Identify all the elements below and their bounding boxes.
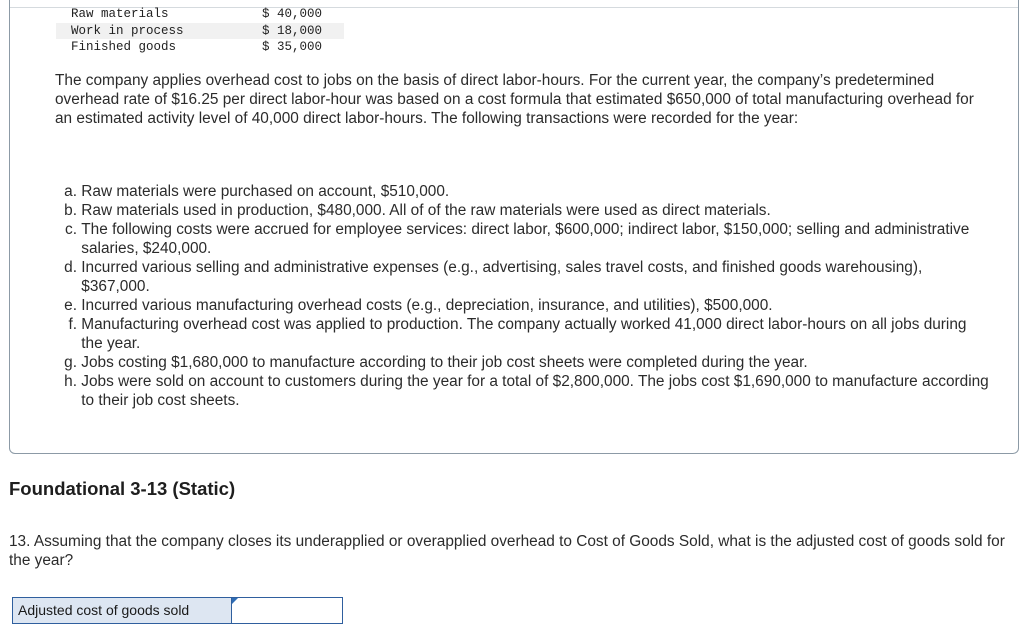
list-item [59, 201, 989, 220]
list-item [59, 353, 989, 372]
item-marker: a. [64, 183, 77, 200]
table-row [56, 6, 344, 23]
answer-row [12, 597, 343, 624]
intro-paragraph: The company applies overhead cost to jobs on the basis of direct labor-hours. For the current year, the company’s predetermined overhead rate of $16.25 per direct labor-hour was based on a cost formula that estimated $650,000 of total manufacturing overhead for an estimated activity level of 40,000 direct labor-hours. The following transactions were recorded for the year: [55, 72, 974, 127]
item-marker: d. [64, 259, 77, 276]
item-marker: f. [68, 316, 77, 333]
inventory-label: Finished goods [71, 40, 177, 54]
inventory-label: Work in process [56, 23, 257, 40]
item-marker: e. [64, 297, 77, 314]
list-item [59, 372, 989, 410]
item-text: Jobs were sold on account to customers during the year for a total of $2,800,000. The jobs cost $1,690,000 to manufacture according to their job cost sheets. [81, 373, 989, 409]
inventory-amount: $ 40,000 [262, 7, 323, 21]
item-text: The following costs were accrued for employee services: direct labor, $600,000; indirect labor, $150,000; selling and administrative salaries, $240,000. [81, 221, 970, 257]
list-item [59, 315, 989, 353]
adjusted-cogs-input[interactable] [232, 598, 342, 623]
section-heading: Foundational 3-13 (Static) [9, 478, 236, 499]
table-row [56, 23, 344, 40]
table-row [56, 39, 344, 56]
list-item [59, 182, 989, 201]
inventory-label: Raw materials [71, 7, 169, 21]
inventory-amount: $ 35,000 [262, 40, 323, 54]
list-item [59, 220, 989, 258]
item-marker: c. [65, 221, 77, 238]
beginning-inventory-table [56, 6, 344, 56]
item-text: Incurred various manufacturing overhead costs (e.g., depreciation, insurance, and utilities), $500,000. [81, 297, 773, 314]
item-text: Incurred various selling and administrative expenses (e.g., advertising, sales travel costs, and finished goods warehousing), $367,000. [81, 259, 923, 295]
item-marker: h. [64, 373, 77, 390]
inventory-amount: $ 18,000 [257, 23, 344, 40]
item-text: Raw materials used in production, $480,000. All of of the raw materials were used as direct materials. [81, 202, 771, 219]
item-marker: g. [64, 354, 77, 371]
item-text: Jobs costing $1,680,000 to manufacture according to their job cost sheets were completed during the year. [81, 354, 808, 371]
item-marker: b. [64, 202, 77, 219]
item-text: Manufacturing overhead cost was applied to production. The company actually worked 41,000 direct labor-hours on all jobs during the year. [81, 316, 967, 352]
transaction-list [59, 182, 989, 410]
list-item [59, 258, 989, 296]
item-text: Raw materials were purchased on account, $510,000. [81, 183, 450, 200]
list-item [59, 296, 989, 315]
question-text: 13. Assuming that the company closes its underapplied or overapplied overhead to Cost of Goods Sold, what is the adjusted cost of goods sold for the year? [9, 533, 1005, 569]
answer-label: Adjusted cost of goods sold [13, 598, 232, 623]
